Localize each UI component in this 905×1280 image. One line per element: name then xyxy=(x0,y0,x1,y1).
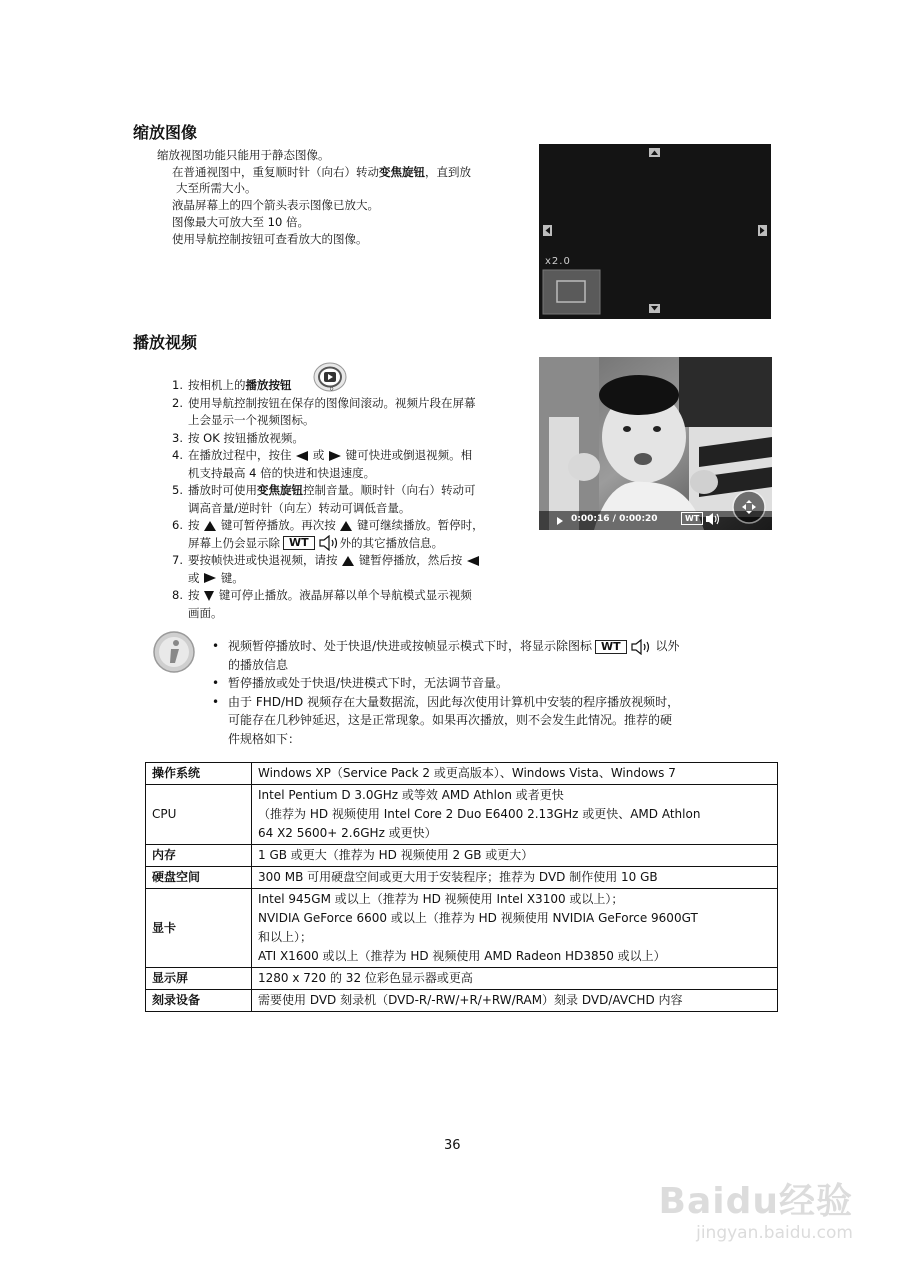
list-item: 4. 在播放过程中，按住 或 键可快进或倒退视频。相 机支持最高 4 倍的快进和快退速度。 xyxy=(172,448,473,480)
list-item: 3. 按 OK 按钮播放视频。 xyxy=(172,430,304,445)
zoom-line-1: 在普通视图中，重复顺时针（向右）转动变焦旋钮，直到放 xyxy=(172,165,471,179)
list-item: 2. 使用导航控制按钮在保存的图像间滚动。视频片段在屏幕 上会显示一个视频图标。 xyxy=(172,395,476,427)
up-triangle-icon xyxy=(339,520,353,532)
zoom-navigator-box xyxy=(543,270,600,314)
list-item: 7. 要按帧快进或快退视频，请按 键暂停播放，然后按 或 键。 xyxy=(172,552,532,587)
table-cell-value: Intel Pentium D 3.0GHz 或等效 AMD Athlon 或者更快 （推荐为 HD 视频使用 Intel Core 2 Duo E6400 2.13GHz 或更快、AMD Athlon 64 X2 5600+ 2.6GHz 或更快） xyxy=(252,785,778,845)
section-heading-playback: 播放视频 xyxy=(133,333,198,352)
table-row xyxy=(146,990,778,1012)
right-triangle-icon xyxy=(328,450,342,462)
list-item: 6. 按 键可暂停播放。再次按 键可继续播放。暂停时， 屏幕上仍会显示除 WT 外的其它播放信息。 xyxy=(172,518,484,550)
table-cell-value: Windows XP（Service Pack 2 或更高版本）、Windows Vista、Windows 7 xyxy=(252,763,778,785)
wt-icon: WT xyxy=(681,512,703,525)
section-heading-zoom: 缩放图像 xyxy=(133,123,198,142)
arrow-left-icon xyxy=(543,225,552,236)
right-triangle-icon xyxy=(203,572,217,584)
zoom-level-label: x2.0 xyxy=(545,256,571,267)
watermark-url: jingyan.baidu.com xyxy=(696,1223,853,1243)
table-row xyxy=(146,785,778,845)
wt-icon: WT xyxy=(595,640,627,654)
table-cell-value: 300 MB 可用硬盘空间或更大用于安装程序；推荐为 DVD 制作使用 10 GB xyxy=(252,867,778,889)
table-cell-value: Intel 945GM 或以上（推荐为 HD 视频使用 Intel X3100 或以上）； NVIDIA GeForce 6600 或以上（推荐为 HD 视频使用 NVIDIA GeForce 9600GT 和以上）； ATI X1600 或以上（推荐为 HD 视频使用 AMD Radeon HD3850 或以上） xyxy=(252,889,778,968)
arrow-down-icon xyxy=(649,304,660,313)
zoom-line-3: 图像最大可放大至 10 倍。 xyxy=(172,215,309,229)
zoom-line-1-cont: 大至所需大小。 xyxy=(176,181,257,195)
baidu-watermark xyxy=(659,1182,853,1244)
left-triangle-icon xyxy=(295,450,309,462)
table-row xyxy=(146,845,778,867)
video-time-display: 0:00:16 / 0:00:20 xyxy=(571,514,658,524)
notes-list xyxy=(212,637,772,748)
page-number: 36 xyxy=(444,1138,461,1153)
up-triangle-icon xyxy=(341,555,355,567)
table-cell-key: 硬盘空间 xyxy=(146,867,252,889)
table-cell-key: 显示屏 xyxy=(146,968,252,990)
zoom-line-4: 使用导航控制按钮可查看放大的图像。 xyxy=(172,232,368,246)
table-cell-value: 1 GB 或更大（推荐为 HD 视频使用 2 GB 或更大） xyxy=(252,845,778,867)
list-item: • 视频暂停播放时、处于快退/快进或按帧显示模式下时，将显示除图标 WT 以外 的播放信息 xyxy=(212,639,680,672)
wt-icon: WT xyxy=(283,536,315,550)
speaker-icon xyxy=(318,535,340,551)
left-triangle-icon xyxy=(466,555,480,567)
video-playback-photo xyxy=(539,357,772,530)
arrow-right-icon xyxy=(758,225,767,236)
table-cell-key: 显卡 xyxy=(146,889,252,968)
table-cell-key: 内存 xyxy=(146,845,252,867)
table-cell-value: 1280 x 720 的 32 位彩色显示器或更高 xyxy=(252,968,778,990)
speaker-icon xyxy=(705,511,721,530)
table-cell-key: 操作系统 xyxy=(146,763,252,785)
table-cell-value: 需要使用 DVD 刻录机（DVD-R/-RW/+R/+RW/RAM）刻录 DVD/AVCHD 内容 xyxy=(252,990,778,1012)
watermark-brand: Baidu经验 xyxy=(658,1181,853,1222)
arrow-up-icon xyxy=(649,148,660,157)
table-row xyxy=(146,763,778,785)
note-info-icon xyxy=(152,630,196,678)
table-cell-key: 刻录设备 xyxy=(146,990,252,1012)
zoom-screen-graphics xyxy=(539,144,771,319)
list-item: • 暂停播放或处于快退/快进模式下时，无法调节音量。 xyxy=(212,676,509,690)
table-cell-key: CPU xyxy=(146,785,252,845)
list-item: 5. 播放时可使用变焦旋钮控制音量。顺时针（向右）转动可 调高音量/逆时针（向左）转动可调低音量。 xyxy=(172,483,476,515)
speaker-icon xyxy=(630,639,652,655)
table-row xyxy=(146,889,778,968)
zoom-line-2: 液晶屏幕上的四个箭头表示图像已放大。 xyxy=(172,198,379,212)
playback-steps-list xyxy=(172,377,532,622)
table-row xyxy=(146,867,778,889)
down-triangle-icon xyxy=(203,590,215,602)
zoom-screen-illustration xyxy=(539,144,771,319)
list-item: • 由于 FHD/HD 视频存在大量数据流，因此每次使用计算机中安装的程序播放视频时， 可能存在几秒钟延迟，这是正常现象。如果再次播放，则不会发生此情况。推荐的硬 件规格如下： xyxy=(212,694,680,746)
zoom-intro: 缩放视图功能只能用于静态图像。 xyxy=(157,148,330,162)
list-item: 8. 按 键可停止播放。液晶屏幕以单个导航模式显示视频 画面。 xyxy=(172,588,472,620)
hardware-spec-table xyxy=(145,762,778,1012)
baby-photo-graphics xyxy=(539,357,772,530)
list-item: 1. 按相机上的播放按钮 。 xyxy=(172,378,341,392)
up-triangle-icon xyxy=(203,520,217,532)
table-row xyxy=(146,968,778,990)
